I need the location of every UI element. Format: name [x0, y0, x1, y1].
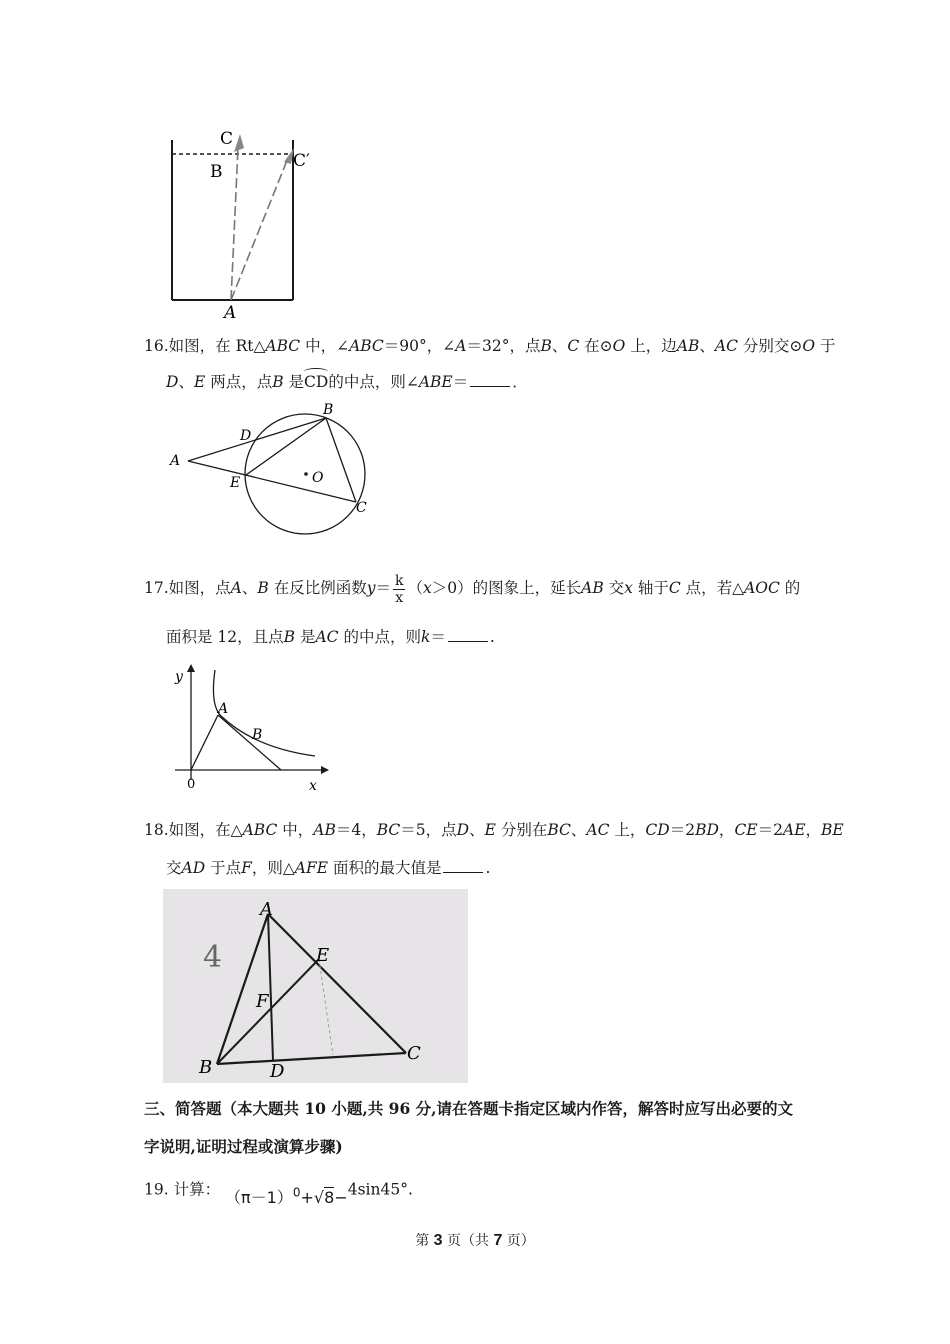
question-19: 19. 计算： $(\pi-1)^0+√8-4\sin 45^\circ$. [144, 1180, 413, 1208]
label-a: A [224, 303, 237, 323]
answer-blank-18 [443, 858, 483, 873]
label-a: A [218, 701, 229, 717]
label-b: B [199, 1057, 213, 1078]
total-pages: 7 [493, 1232, 503, 1249]
answer-blank-16 [470, 372, 510, 387]
question-18-line-2: 交AD 于点F，则△AFE 面积的最大值是 . [166, 859, 491, 877]
label-o: O [312, 470, 324, 486]
label-d: D [240, 428, 252, 444]
question-18-line-1: 18.如图，在△ABC 中，AB＝4，BC＝5，点D、E 分别在BC、AC 上，CD＝2BD，CE＝2AE，BE [144, 821, 844, 839]
math-expression: $(\pi-1)^0+√8-$ [225, 1186, 348, 1208]
handwritten-4: 4 [203, 940, 223, 975]
label-a: A [260, 899, 273, 920]
label-b: B [252, 727, 263, 743]
label-d: D [270, 1061, 285, 1082]
label-c-prime: C′ [293, 151, 310, 171]
label-b: B [323, 402, 334, 418]
question-16-line-1: 16.如图，在 Rt△ABC 中，∠ABC＝90°，∠A＝32°，点B、C 在⊙O 上，边AB、AC 分别交⊙O 于 [144, 337, 836, 355]
label-e: E [230, 475, 241, 491]
label-f: F [256, 991, 269, 1012]
answer-blank-17 [448, 627, 488, 642]
question-16-line-2: D、E 两点，点B 是CD的中点，则∠ABE＝ ． [166, 373, 528, 391]
question-18-number: 18. [144, 821, 169, 839]
figure-18-photo [163, 889, 468, 1083]
label-x: x [309, 778, 317, 794]
figure-16-diagram [160, 398, 380, 538]
question-16-number: 16. [144, 337, 169, 355]
page-number: 3 [433, 1232, 443, 1249]
figure-17-diagram [165, 660, 335, 795]
label-c: C [220, 129, 234, 149]
sqrt-sign: √ [313, 1188, 325, 1208]
label-c: C [356, 500, 367, 516]
label-a: A [170, 453, 181, 469]
figure-15-diagram [160, 120, 340, 325]
label-b: B [210, 162, 223, 182]
question-17-line-1: 17.如图，点A、B 在反比例函数y＝ $\frac{k}{x}$ （x＞0）的图象上，延长AB 交x 轴于C 点，若△AOC 的 [144, 572, 801, 606]
question-17-number: 17. [144, 579, 169, 597]
section-3-heading-cont: 字说明,证明过程或演算步骤) [144, 1137, 343, 1156]
label-c: C [407, 1043, 421, 1064]
label-e: E [316, 945, 330, 966]
label-o: 0 [187, 777, 196, 792]
arc-cd: CD [304, 373, 329, 391]
question-17-line-2: 面积是 12，且点B 是AC 的中点，则k＝ . [166, 628, 495, 646]
section-3-heading: 三、简答题（本大题共 10 小题,共 96 分,请在答题卡指定区域内作答，解答时应写出必要的文 [144, 1099, 794, 1118]
page-footer: 第 3 页（共 7 页） [415, 1232, 535, 1249]
question-19-number: 19. [144, 1180, 169, 1199]
fraction-k-over-x: $\frac{k}{x}$ [395, 572, 404, 606]
label-y: y [175, 669, 183, 685]
